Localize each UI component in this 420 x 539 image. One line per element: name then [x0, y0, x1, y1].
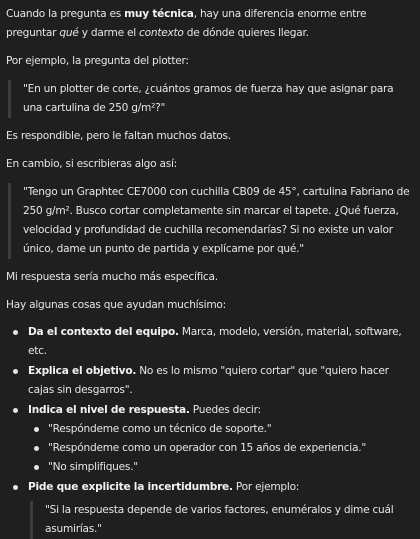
intro-pre: Cuando la pregunta es: [6, 8, 125, 20]
level-example-item: "Respóndeme como un operador con 15 años de experiencia.": [28, 439, 412, 458]
tip-uncertainty-title: Pide que explicite la incertidumbre.: [28, 481, 233, 493]
intro-mid2: y darme el: [78, 27, 140, 39]
intro-paragraph: [6, 5, 412, 43]
tip-equipment: [6, 323, 412, 361]
detailed-question-quote: [8, 183, 412, 259]
example-intro: Por ejemplo, la pregunta del plotter:: [6, 55, 189, 67]
tip-objective-title: Explica el objetivo.: [28, 365, 137, 377]
specific-paragraph: Mi respuesta sería mucho más específica.: [6, 271, 218, 283]
tip-objective-text: No es lo mismo "quiero cortar" que "quiero hacer cajas sin desgarros".: [28, 365, 389, 396]
level-example-item: "No simplifiques.": [28, 458, 412, 477]
tip-equipment-text: Marca, modelo, versión, material, software, etc.: [28, 326, 402, 357]
uncertainty-quote: [30, 501, 412, 539]
tip-level: [6, 401, 412, 477]
intro-mid: , hay una diferencia enorme entre preguntar: [6, 8, 367, 39]
tip-uncertainty-text: Por ejemplo:: [232, 481, 300, 493]
tip-equipment-title: Da el contexto del equipo.: [28, 326, 179, 338]
tips-list: [6, 323, 412, 539]
instead-paragraph: En cambio, si escribieras algo así:: [6, 158, 177, 170]
intro-italic-contexto: contexto: [139, 27, 184, 39]
level-example-item: "Respóndeme como un técnico de soporte.": [28, 420, 412, 439]
uncertainty-quote-text: "Si la respuesta depende de varios factores, enuméralos y dime cuál asumirías.": [45, 504, 394, 535]
intro-italic-que: qué: [59, 27, 79, 39]
helpful-paragraph: Hay algunas cosas que ayudan muchísimo:: [6, 299, 226, 311]
tip-objective: [6, 362, 412, 400]
level-examples-list: [28, 420, 412, 477]
detailed-question-text: "Tengo un Graphtec CE7000 con cuchilla CB09 de 45°, cartulina Fabriano de 250 g/m². Busco cortar completamente sin marcar el tapete. ¿Qué fuerza, velocidad y profundidad de cuchilla recomendarías? Si no existe un valor único, dame un punto de partida y explícame por qué.": [23, 186, 410, 255]
tip-level-title: Indica el nivel de respuesta.: [28, 404, 190, 416]
intro-post: de dónde quieres llegar.: [183, 27, 309, 39]
plotter-question-text: "En un plotter de corte, ¿cuántos gramos de fuerza hay que asignar para una cartulina de 250 g/m²?": [23, 83, 394, 114]
plotter-question-quote: [8, 80, 412, 118]
intro-bold: muy técnica: [124, 8, 194, 20]
tip-uncertainty: [6, 478, 412, 539]
respondible-paragraph: Es respondible, pero le faltan muchos datos.: [6, 130, 231, 142]
tip-level-text: Puedes decir:: [189, 404, 261, 416]
